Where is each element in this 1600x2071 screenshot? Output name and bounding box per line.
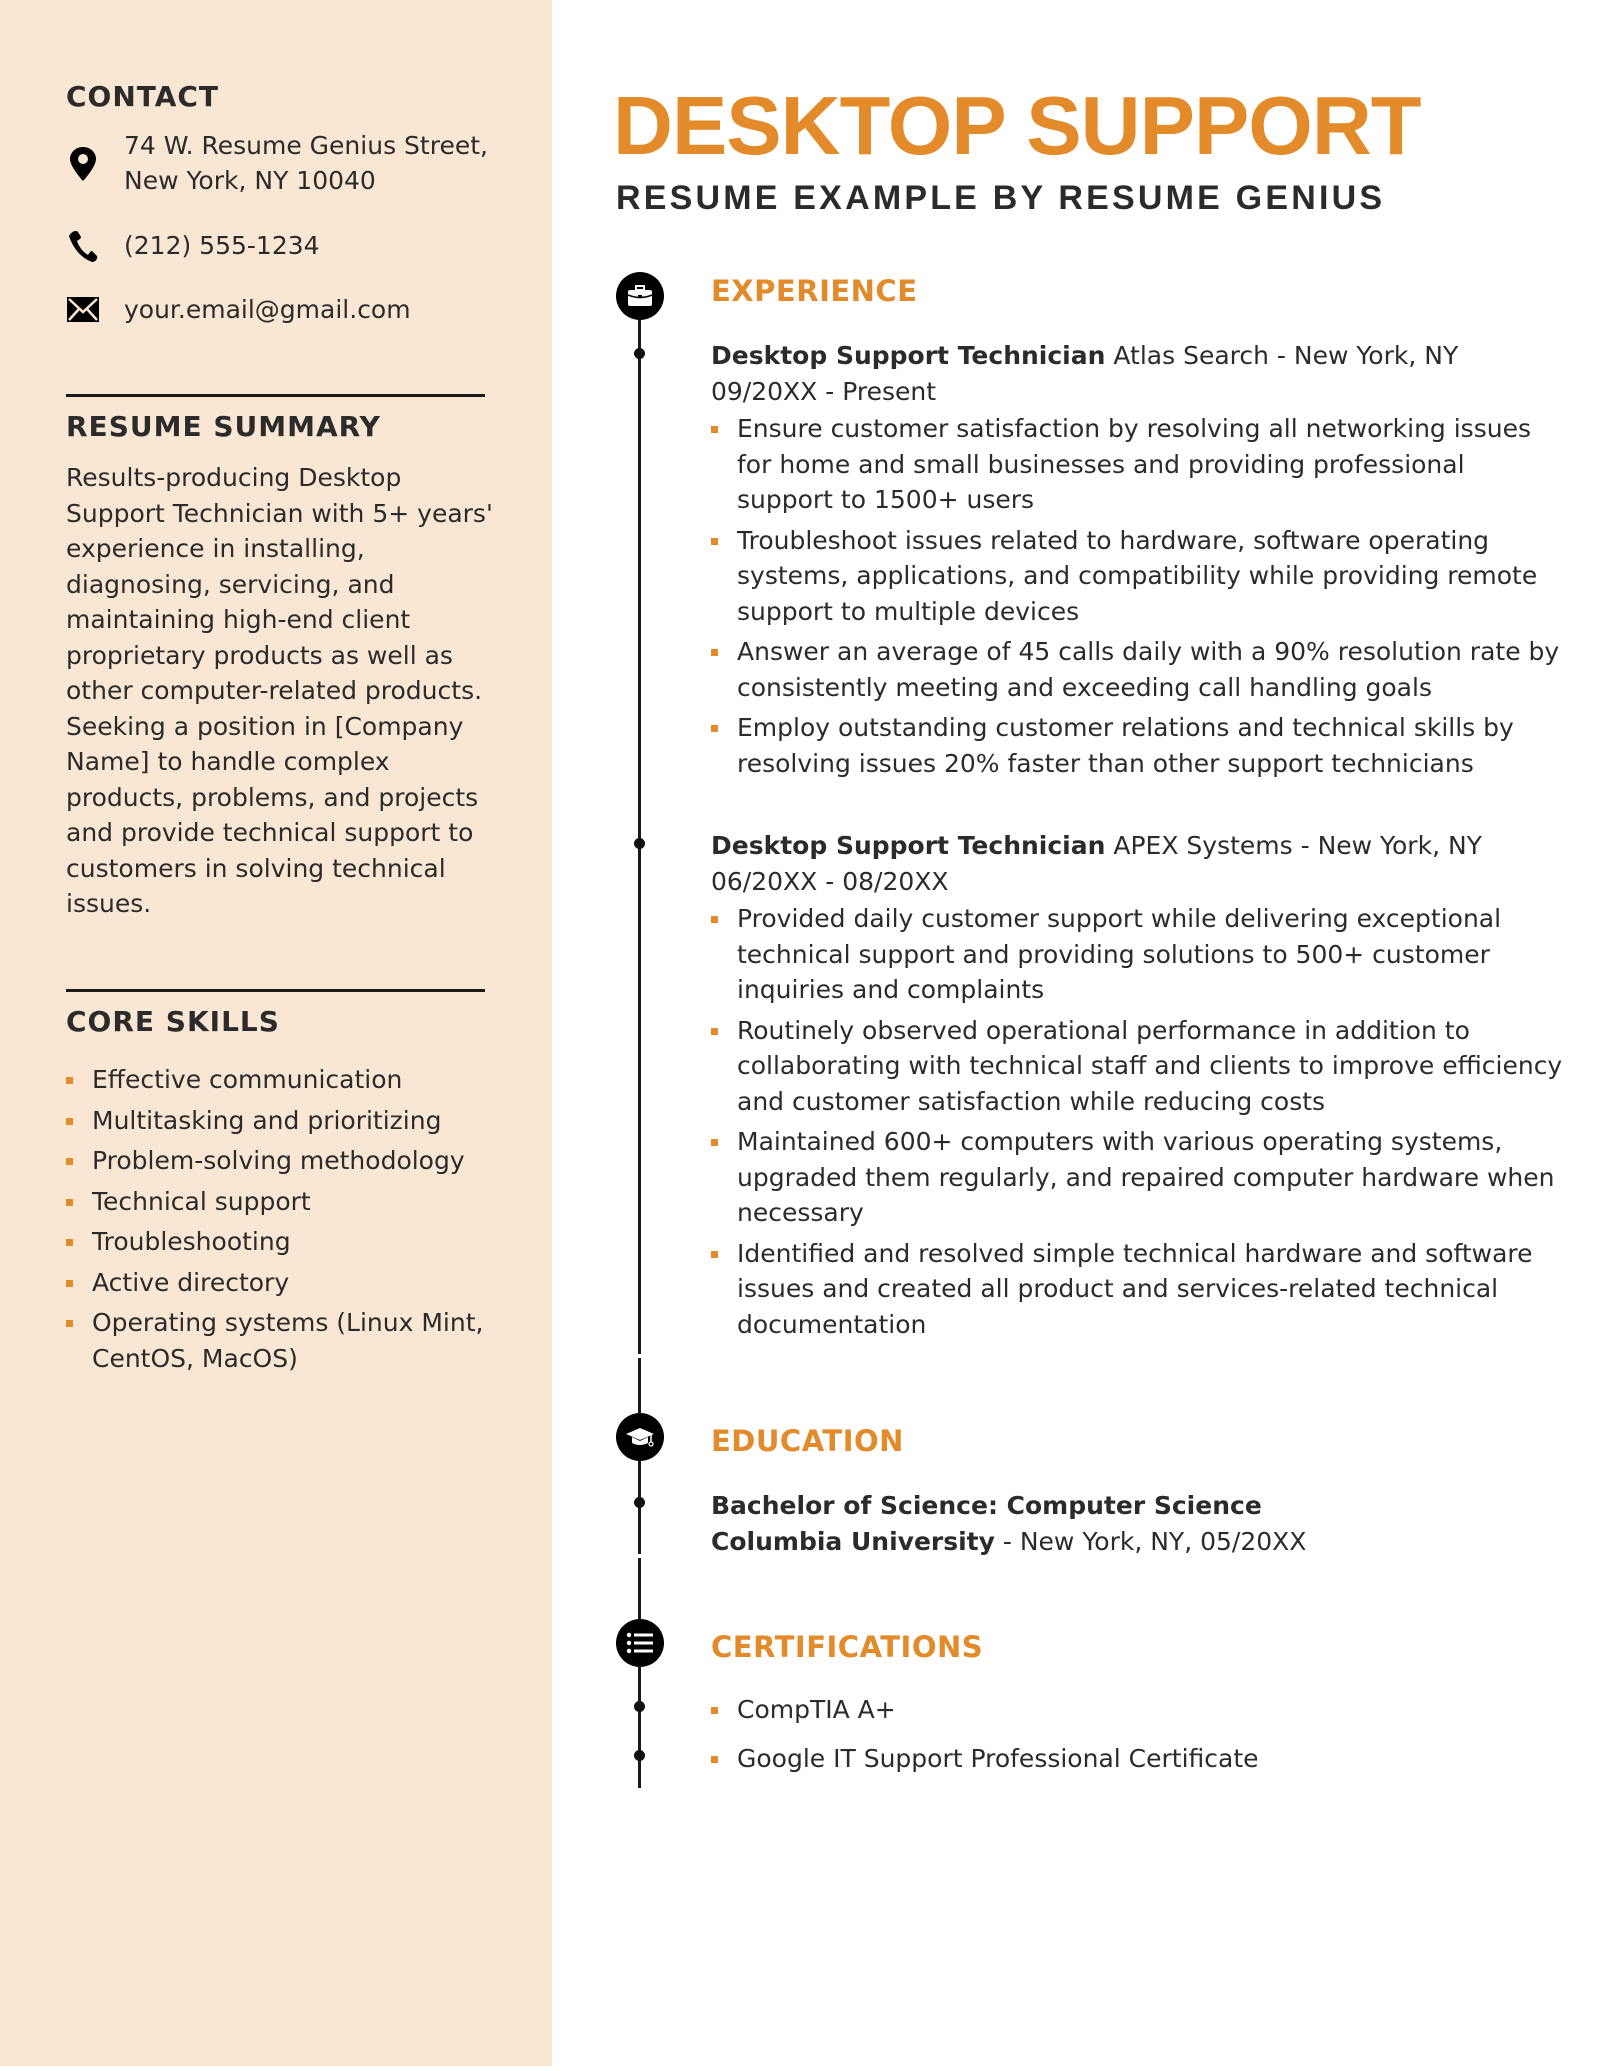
bullet-icon [711,1139,718,1146]
bullet-icon [66,1320,73,1327]
contact-email [66,292,506,328]
summary-line: customers in solving technical [66,853,446,883]
certifications-entry [711,1692,1551,1781]
summary-line: proprietary products as well as [66,640,453,670]
job-entry [711,338,1560,786]
job-title: Desktop Support Technician [711,831,1106,860]
summary-line: Support Technician with 5+ years' [66,498,493,528]
job-bullet: Employ outstanding customer relations and technical skills by resolving issues 20% faster than other support technicians [711,710,1551,781]
education-heading: EDUCATION [711,1424,904,1458]
job-bullets [711,901,1563,1342]
certifications-list [711,1692,1551,1776]
timeline-line [638,296,641,1354]
bullet-icon [66,1077,73,1084]
certification-item: Google IT Support Professional Certificate [711,1741,1551,1777]
skill-item: Problem-solving methodology [66,1143,506,1179]
bullet-icon [711,1028,718,1035]
divider [66,394,485,397]
timeline-dot [634,1497,645,1508]
job-bullets [711,411,1560,781]
bullet-icon [711,649,718,656]
bullet-icon [711,725,718,732]
resume-subtitle: RESUME EXAMPLE BY RESUME GENIUS [616,179,1386,217]
skills-heading: CORE SKILLS [66,1005,280,1038]
certifications-heading: CERTIFICATIONS [711,1630,984,1664]
bullet-icon [711,1707,718,1714]
phone-number: (212) 555-1234 [124,231,320,260]
certification-item: CompTIA A+ [711,1692,1551,1728]
summary-line: and provide technical support to [66,818,474,847]
job-bullet: Provided daily customer support while delivering exceptional technical support and providing solutions to 500+ customer inquiries and complaints [711,901,1551,1008]
summary-line: products, problems, and projects [66,782,479,812]
timeline-dot [634,1701,645,1712]
job-bullet: Answer an average of 45 calls daily with a 90% resolution rate by consistently meeting and exceeding call handling goals [711,634,1551,705]
contact-phone [66,228,506,264]
bullet-icon [711,538,718,545]
education-entry [711,1488,1551,1559]
skill-item: Operating systems (Linux Mint, CentOS, MacOS) [66,1305,506,1376]
address-line-1: 74 W. Resume Genius Street, [124,131,488,160]
job-bullet: Identified and resolved simple technical hardware and software issues and created all product and services-related technical documentation [711,1236,1551,1343]
skills-list [66,1062,506,1381]
timeline-dot [634,838,645,849]
email-address: your.email@gmail.com [124,295,411,324]
job-entry [711,828,1563,1347]
bullet-icon [66,1239,73,1246]
job-bullet: Routinely observed operational performance in addition to collaborating with technical staff and clients to improve efficiency and customer satisfaction while reducing costs [711,1013,1551,1120]
bullet-icon [711,1756,718,1763]
map-pin-icon [66,146,100,182]
summary-line: maintaining high-end client [66,605,411,634]
job-bullet: Maintained 600+ computers with various operating systems, upgraded them regularly, and repaired computer hardware when necessary [711,1124,1551,1231]
skill-item: Effective communication [66,1062,506,1098]
skill-item: Multitasking and prioritizing [66,1103,506,1139]
bullet-icon [66,1280,73,1287]
sidebar [0,0,552,2066]
briefcase-icon [616,272,664,320]
school-name: Columbia University [711,1526,995,1556]
bullet-icon [711,1251,718,1258]
envelope-icon [66,296,100,332]
summary-line: Results-producing Desktop [66,463,402,492]
timeline-dot [634,348,645,359]
summary-text [66,460,496,922]
timeline-dot [634,1750,645,1761]
contact-heading: CONTACT [66,80,220,113]
bullet-icon [66,1158,73,1165]
graduation-cap-icon [616,1413,664,1461]
summary-line: diagnosing, servicing, and [66,569,395,599]
skill-item: Technical support [66,1184,506,1220]
list-icon [616,1619,664,1667]
job-dates: 06/20XX - 08/20XX [711,866,949,896]
bullet-icon [66,1118,73,1125]
job-bullet: Troubleshoot issues related to hardware, software operating systems, applications, and compatibility while providing remote support to multiple devices [711,523,1551,630]
bullet-icon [711,426,718,433]
job-dates: 09/20XX - Present [711,376,937,406]
phone-icon [66,228,100,264]
summary-line: experience in installing, [66,534,365,563]
skill-item: Active directory [66,1265,506,1301]
address-line-2: New York, NY 10040 [124,166,376,195]
bullet-icon [711,916,718,923]
resume-title: DESKTOP SUPPORT [613,79,1421,172]
summary-line: Seeking a position in [Company [66,711,464,741]
divider [66,989,485,992]
skill-item: Troubleshooting [66,1224,506,1260]
summary-line: other computer-related products. [66,676,483,705]
bullet-icon [66,1199,73,1206]
summary-heading: RESUME SUMMARY [66,410,381,443]
job-bullet: Ensure customer satisfaction by resolving all networking issues for home and small businesses and providing professional support to 1500+ users [711,411,1551,518]
summary-line: Name] to handle complex [66,747,390,776]
job-title: Desktop Support Technician [711,341,1106,370]
summary-line: issues. [66,889,152,918]
contact-address [66,128,506,200]
experience-heading: EXPERIENCE [711,274,918,308]
degree: Bachelor of Science: Computer Science [711,1491,1262,1520]
school-details: - New York, NY, 05/20XX [994,1526,1307,1556]
job-company: Atlas Search - New York, NY [1113,341,1459,370]
job-company: APEX Systems - New York, NY [1113,831,1482,860]
